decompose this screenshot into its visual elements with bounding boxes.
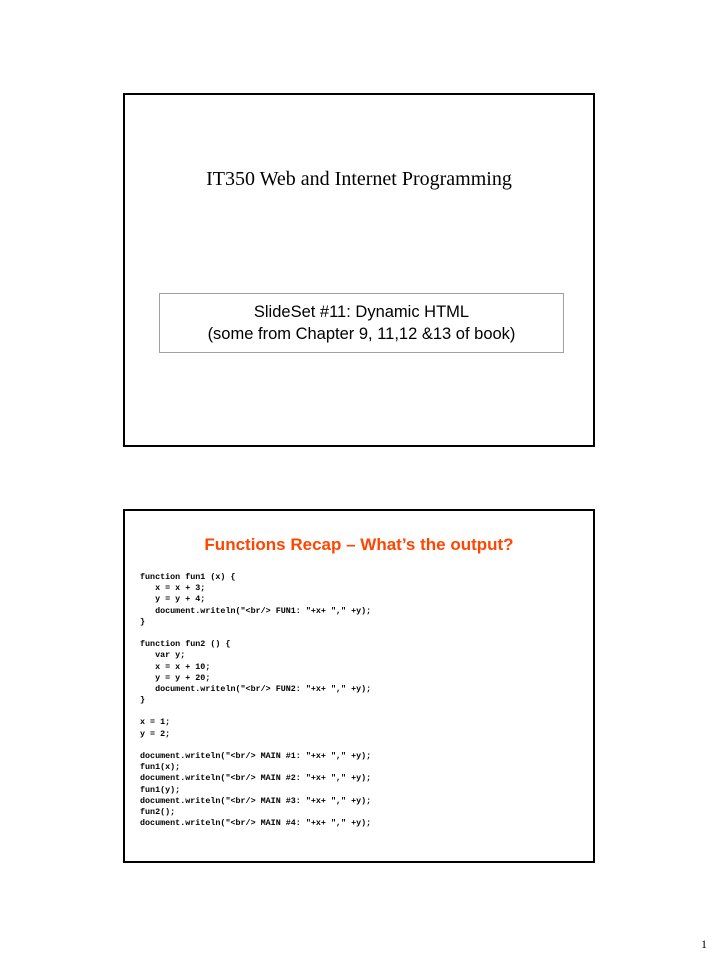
code-line: document.writeln("<br/> MAIN #4: "+x+ "," +y); (140, 818, 372, 829)
code-line: fun1(x); (140, 762, 181, 773)
subtitle-line-2: (some from Chapter 9, 11,12 &13 of book) (207, 325, 516, 343)
code-line: y = y + 4; (140, 594, 206, 605)
code-block (140, 572, 371, 829)
slide-1-title: IT350 Web and Internet Programming (206, 168, 512, 190)
slide-2-title: Functions Recap – What’s the output? (204, 535, 514, 554)
code-line (140, 740, 371, 751)
code-line: y = 2; (140, 728, 171, 739)
code-line: fun1(y); (140, 784, 181, 795)
code-line: x = 1; (140, 717, 171, 728)
code-line: x = x + 3; (140, 583, 206, 594)
slide-2 (123, 509, 595, 863)
code-line: } (140, 695, 146, 706)
slide-1-subtitle-box (159, 293, 564, 353)
subtitle-line-1: SlideSet #11: Dynamic HTML (253, 303, 470, 321)
code-line: document.writeln("<br/> MAIN #1: "+x+ "," +y); (140, 751, 372, 761)
code-line: function fun1 (x) { (140, 572, 236, 582)
code-line: x = x + 10; (140, 661, 211, 672)
slide-1 (123, 93, 595, 447)
code-line: document.writeln("<br/> MAIN #2: "+x+ "," +y); (140, 773, 372, 784)
code-line: document.writeln("<br/> FUN1: "+x+ "," +y); (140, 605, 372, 616)
code-line: y = y + 20; (140, 672, 211, 683)
code-line: function fun2 () { (140, 639, 231, 650)
code-line: } (140, 616, 146, 627)
code-line (140, 706, 371, 717)
code-line: document.writeln("<br/> FUN2: "+x+ "," +y); (140, 683, 372, 694)
page-number: 1 (701, 937, 707, 951)
code-line: document.writeln("<br/> MAIN #3: "+x+ "," +y); (140, 795, 372, 806)
code-line (140, 628, 371, 639)
code-line: var y; (140, 650, 186, 661)
code-line: fun2(); (140, 806, 176, 817)
